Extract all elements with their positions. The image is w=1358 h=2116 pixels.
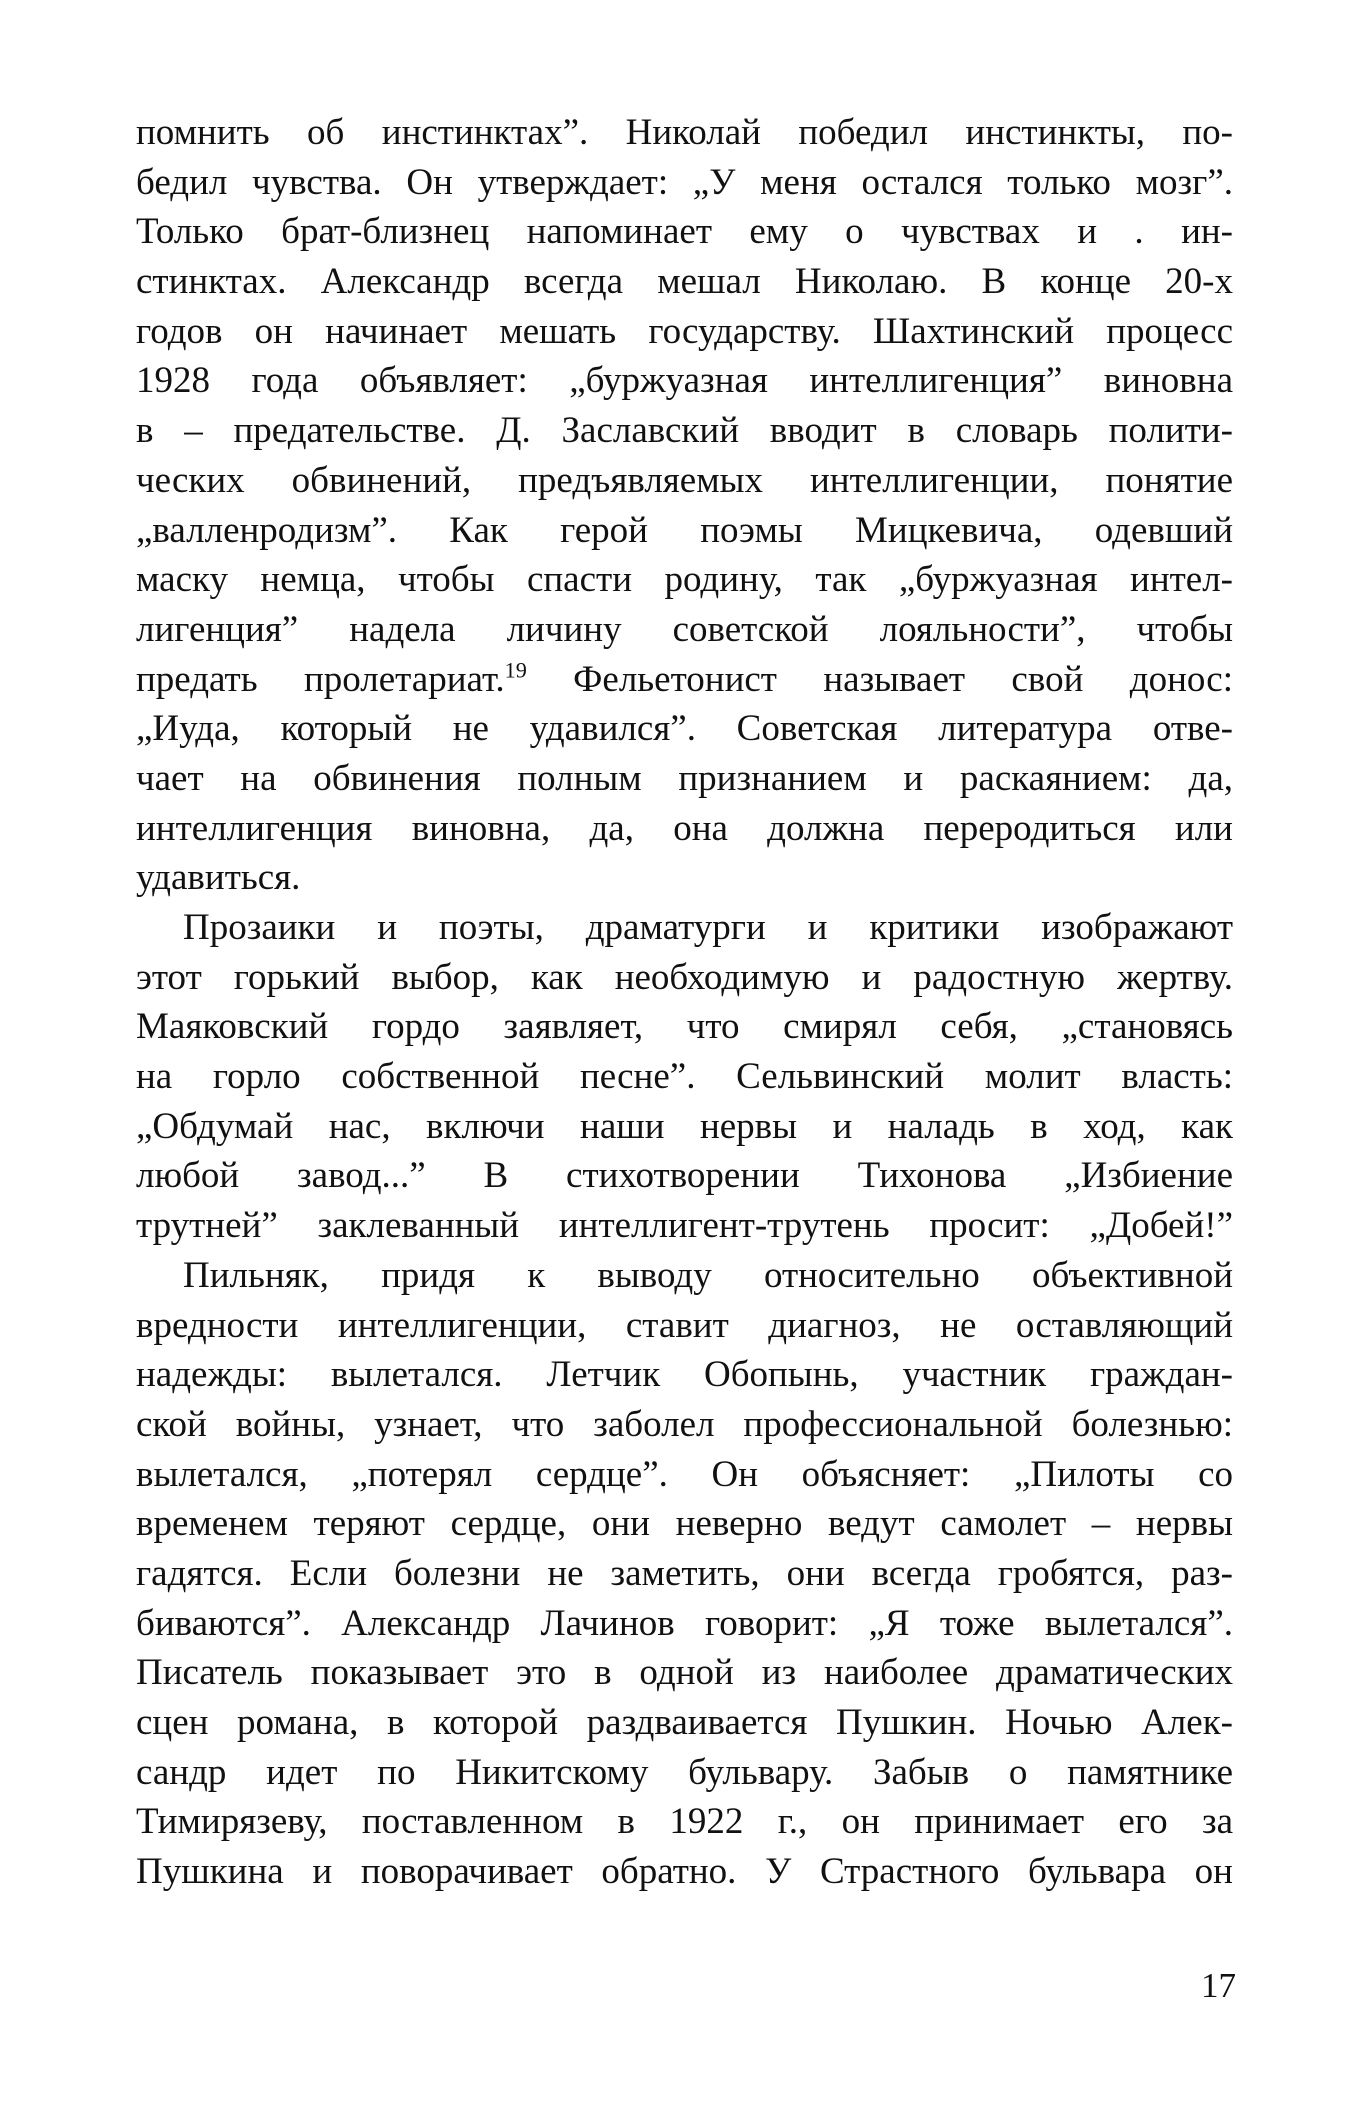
text-line: Только брат-близнец напоминает ему о чувствах и . ин- <box>136 211 1233 253</box>
text-line: на горло собственной песне”. Сельвинский молит власть: <box>136 1056 1233 1098</box>
text-line: Пильняк, придя к выводу относительно объективной <box>183 1254 1233 1296</box>
text-line: Тимирязеву, поставленном в 1922 г., он принимает его за <box>136 1801 1233 1843</box>
text-line: Прозаики и поэты, драматурги и критики изображают <box>183 907 1233 948</box>
page-number: 17 <box>1201 1966 1236 2005</box>
text-line: ческих обвинений, предъявляемых интеллигенции, понятие <box>136 459 1233 501</box>
text-line: лигенция” надела личину советской лояльности”, чтобы <box>136 608 1233 650</box>
text-line: сандр идет по Никитскому бульвару. Забыв о памятнике <box>136 1751 1233 1793</box>
text-line: любой завод...” В стихотворении Тихонова „Избиение <box>136 1155 1233 1197</box>
text-line: „валленродизм”. Как герой поэмы Мицкевича, одевший <box>136 509 1233 551</box>
text-line: чает на обвинения полным признанием и раскаянием: да, <box>136 757 1233 799</box>
text-line: вылетался, „потерял сердце”. Он объясняет: „Пилоты со <box>136 1453 1233 1495</box>
text-line: 1928 года объявляет: „буржуазная интеллигенция” виновна <box>136 360 1233 402</box>
text-line: Пушкина и поворачивает обратно. У Страстного бульвара он <box>136 1851 1233 1893</box>
body-text <box>136 108 1233 1897</box>
text-line: в – предательстве. Д. Заславский вводит в словарь полити- <box>136 410 1233 452</box>
text-line: ской войны, узнает, что заболел профессиональной болезнью: <box>136 1403 1233 1445</box>
text-line: гадятся. Если болезни не заметить, они всегда гробятся, раз- <box>136 1552 1233 1594</box>
text-line: сцен романа, в которой раздваивается Пушкин. Ночью Алек- <box>136 1702 1233 1743</box>
text-line: надежды: вылетался. Летчик Обопынь, участник граждан- <box>136 1354 1233 1396</box>
text-line: Маяковский гордо заявляет, что смирял себя, „становясь <box>136 1006 1233 1048</box>
text-line: трутней” заклеванный интеллигент-трутень просит: „Добей!” <box>136 1205 1233 1247</box>
text-line: „Обдумай нас, включи наши нервы и наладь в ход, как <box>136 1105 1233 1147</box>
text-line: биваются”. Александр Лачинов говорит: „Я тоже вылетался”. <box>136 1602 1233 1644</box>
text-line: бедил чувства. Он утверждает: „У меня остался только мозг”. <box>136 161 1233 203</box>
text-line: временем теряют сердце, они неверно ведут самолет – нервы <box>136 1503 1233 1545</box>
text-line: маску немца, чтобы спасти родину, так „буржуазная интел- <box>136 559 1233 601</box>
text-fragment: предать пролетариат. <box>136 658 505 700</box>
text-line: стинктах. Александр всегда мешал Николаю. В конце 20-х <box>136 261 1233 303</box>
text-line: помнить об инстинктах”. Николай победил инстинкты, по- <box>136 112 1233 153</box>
text-line: „Иуда, который не удавился”. Советская литература отве- <box>136 708 1233 750</box>
text-fragment: Фельетонист называет свой донос: <box>526 658 1233 700</box>
text-line: этот горький выбор, как необходимую и радостную жертву. <box>136 956 1233 998</box>
text-line: интеллигенция виновна, да, она должна переродиться или <box>136 807 1233 849</box>
text-line-with-footnote <box>136 655 1233 705</box>
text-line: Писатель показывает это в одной из наиболее драматических <box>136 1652 1233 1694</box>
footnote-marker: 19 <box>504 657 527 683</box>
text-line: вредности интеллигенции, ставит диагноз, не оставляющий <box>136 1304 1233 1346</box>
text-line: годов он начинает мешать государству. Шахтинский процесс <box>136 310 1233 352</box>
text-line: удавиться. <box>136 857 301 899</box>
